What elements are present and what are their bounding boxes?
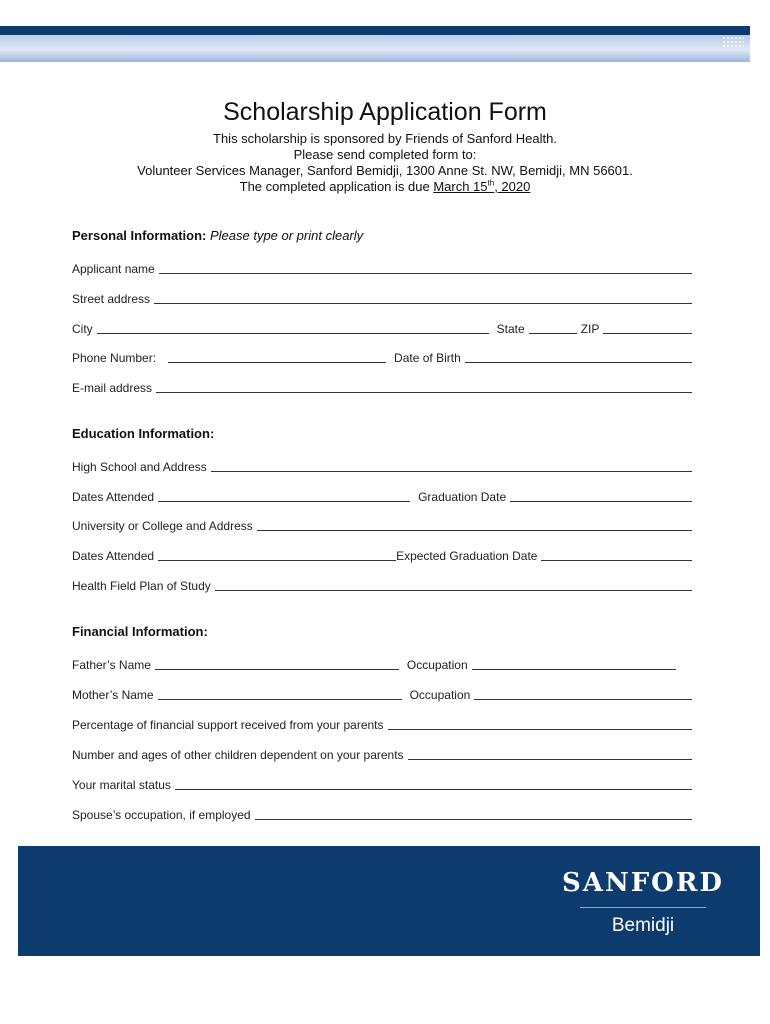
financial-info-heading: Financial Information: xyxy=(72,624,208,639)
zip-label: ZIP xyxy=(580,322,600,336)
city-field[interactable] xyxy=(97,333,489,334)
sanford-logo xyxy=(548,868,738,938)
university-field[interactable] xyxy=(257,530,692,531)
high-school-row xyxy=(72,458,692,474)
intro-sponsor: This scholarship is sponsored by Friends of Sanford Health. xyxy=(213,131,557,146)
university-label: University or College and Address xyxy=(72,519,253,533)
plan-of-study-field[interactable] xyxy=(215,590,692,591)
street-address-row xyxy=(72,290,692,306)
form-title: Scholarship Application Form xyxy=(223,98,547,126)
logo-divider xyxy=(580,907,706,908)
university-row xyxy=(72,517,692,533)
support-percentage-field[interactable] xyxy=(388,729,692,730)
due-date-year: , 2020 xyxy=(494,179,531,194)
high-school-field[interactable] xyxy=(211,471,692,472)
mother-occupation-field[interactable] xyxy=(474,699,692,700)
fathers-name-field[interactable] xyxy=(155,669,399,670)
phone-field[interactable] xyxy=(168,362,386,363)
other-children-row xyxy=(72,746,692,762)
expected-graduation-field[interactable] xyxy=(541,560,692,561)
logo-location: Bemidji xyxy=(611,915,675,936)
footer-band xyxy=(18,846,760,956)
phone-label: Phone Number: xyxy=(72,351,157,365)
header-band-gradient xyxy=(0,35,750,62)
father-occupation-label: Occupation xyxy=(406,658,468,672)
high-school-label: High School and Address xyxy=(72,460,207,474)
plan-of-study-label: Health Field Plan of Study xyxy=(72,579,211,593)
street-address-field[interactable] xyxy=(154,303,692,304)
support-percentage-row xyxy=(72,716,692,732)
other-children-label: Number and ages of other children dependent on your parents xyxy=(72,748,404,762)
hs-dates-label: Dates Attended xyxy=(72,490,155,504)
marital-status-field[interactable] xyxy=(175,789,692,790)
email-row xyxy=(72,379,692,395)
marital-status-label: Your marital status xyxy=(72,778,171,792)
spouse-occupation-field[interactable] xyxy=(255,819,692,820)
applicant-name-label: Applicant name xyxy=(72,262,155,276)
zip-field[interactable] xyxy=(603,333,692,334)
city-label: City xyxy=(72,322,93,336)
due-date-suffix: th xyxy=(487,178,495,188)
dob-field[interactable] xyxy=(465,362,692,363)
father-row xyxy=(72,656,692,672)
applicant-name-row xyxy=(72,260,692,276)
header-band-dots xyxy=(722,36,744,48)
mothers-name-label: Mother’s Name xyxy=(72,688,154,702)
header-band xyxy=(0,26,750,62)
phone-dob-row xyxy=(72,349,692,365)
univ-dates-row xyxy=(72,547,692,563)
street-address-label: Street address xyxy=(72,292,151,306)
other-children-field[interactable] xyxy=(408,759,692,760)
city-state-zip-row xyxy=(72,320,692,336)
father-occupation-field[interactable] xyxy=(472,669,676,670)
education-info-heading: Education Information: xyxy=(72,426,215,441)
state-field[interactable] xyxy=(529,333,577,334)
fathers-name-label: Father’s Name xyxy=(72,658,151,672)
logo-wordmark: SANFORD xyxy=(562,868,724,898)
intro-due-date xyxy=(0,179,770,195)
spouse-occupation-row xyxy=(72,806,692,822)
mother-row xyxy=(72,686,692,702)
email-field[interactable] xyxy=(156,392,692,393)
personal-info-heading xyxy=(72,228,363,243)
email-label: E-mail address xyxy=(72,381,153,395)
expected-graduation-label: Expected Graduation Date xyxy=(396,549,538,563)
header-band-dark xyxy=(0,26,750,35)
dob-label: Date of Birth xyxy=(394,351,461,365)
marital-status-row xyxy=(72,776,692,792)
support-percentage-label: Percentage of financial support received from your parents xyxy=(72,718,384,732)
due-date-month: March 15 xyxy=(433,179,488,194)
due-date-prefix: The completed application is due xyxy=(239,179,434,194)
intro-send-to: Please send completed form to: xyxy=(293,147,477,162)
univ-dates-field[interactable] xyxy=(158,560,396,561)
due-date xyxy=(433,179,530,194)
hs-dates-row xyxy=(72,488,692,504)
state-label: State xyxy=(496,322,525,336)
spouse-occupation-label: Spouse’s occupation, if employed xyxy=(72,808,251,822)
univ-dates-label: Dates Attended xyxy=(72,549,155,563)
plan-of-study-row xyxy=(72,577,692,593)
intro-address: Volunteer Services Manager, Sanford Bemidji, 1300 Anne St. NW, Bemidji, MN 56601. xyxy=(137,163,633,178)
graduation-date-label: Graduation Date xyxy=(418,490,507,504)
applicant-name-field[interactable] xyxy=(159,273,692,274)
mother-occupation-label: Occupation xyxy=(409,688,471,702)
graduation-date-field[interactable] xyxy=(510,501,692,502)
personal-hint: Please type or print clearly xyxy=(206,228,364,243)
personal-heading-text: Personal Information: xyxy=(72,228,207,243)
mothers-name-field[interactable] xyxy=(158,699,402,700)
hs-dates-field[interactable] xyxy=(158,501,410,502)
